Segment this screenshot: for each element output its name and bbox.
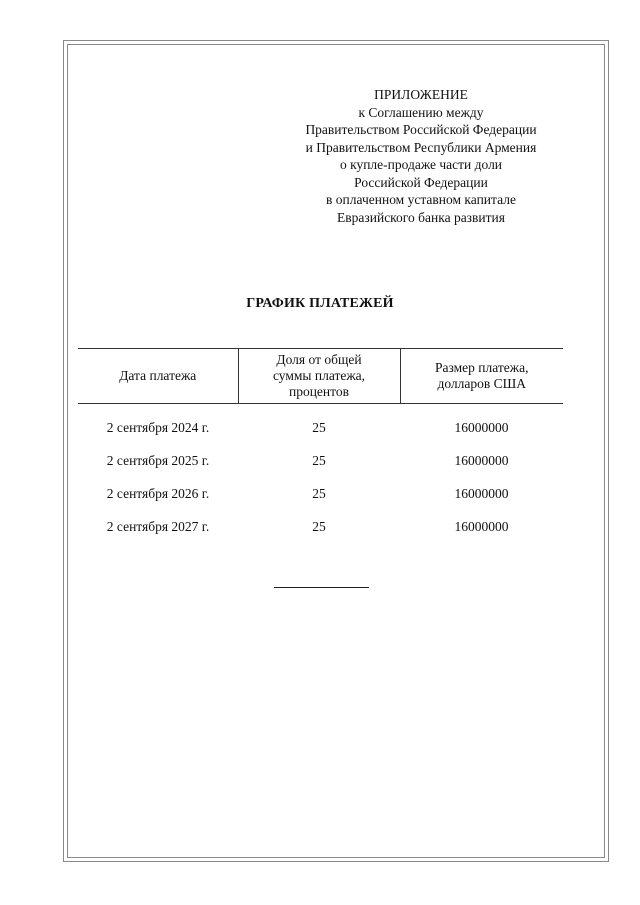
appendix-line: Российской Федерации: [354, 174, 488, 190]
appendix-heading: [286, 86, 556, 226]
cell-share: 25: [312, 453, 326, 468]
header-date-label: Дата платежа: [119, 368, 197, 383]
appendix-line: в оплаченном уставном капитале: [326, 192, 516, 207]
table-row: [78, 486, 563, 519]
cell-share: 25: [312, 486, 326, 501]
header-date: [78, 349, 238, 404]
payment-schedule-table: [78, 348, 563, 552]
table-row: [78, 453, 563, 486]
appendix-line: Правительством Российской Федерации: [305, 122, 537, 137]
table-row: [78, 519, 563, 552]
closing-rule: [274, 587, 369, 588]
appendix-line: о купле-продаже части доли: [339, 157, 503, 172]
cell-amount: 16000000: [454, 420, 509, 435]
document-title: ГРАФИК ПЛАТЕЖЕЙ: [246, 296, 394, 311]
cell-date: 2 сентября 2027 г.: [106, 519, 210, 534]
table-row: [78, 404, 563, 454]
header-share: [238, 349, 400, 404]
header-amount: [400, 349, 563, 404]
cell-date: 2 сентября 2026 г.: [106, 486, 210, 501]
table-header-row: [78, 349, 563, 404]
header-amount-line: Размер платежа,: [435, 360, 529, 375]
cell-share: 25: [312, 519, 326, 534]
cell-amount: 16000000: [454, 519, 509, 534]
cell-date: 2 сентября 2024 г.: [106, 420, 210, 435]
cell-amount: 16000000: [454, 486, 509, 501]
header-share-line: процентов: [288, 384, 349, 399]
cell-amount: 16000000: [454, 453, 509, 468]
cell-date: 2 сентября 2025 г.: [106, 453, 210, 468]
appendix-line: ПРИЛОЖЕНИЕ: [374, 87, 468, 102]
cell-share: 25: [312, 420, 326, 435]
header-share-line: суммы платежа,: [272, 368, 366, 383]
appendix-line: к Соглашению между: [358, 104, 484, 120]
header-share-line: Доля от общей: [276, 352, 362, 367]
appendix-line: и Правительством Республики Армения: [305, 139, 537, 155]
appendix-line: Евразийского банка развития: [337, 209, 505, 225]
header-amount-line: долларов США: [437, 376, 527, 391]
